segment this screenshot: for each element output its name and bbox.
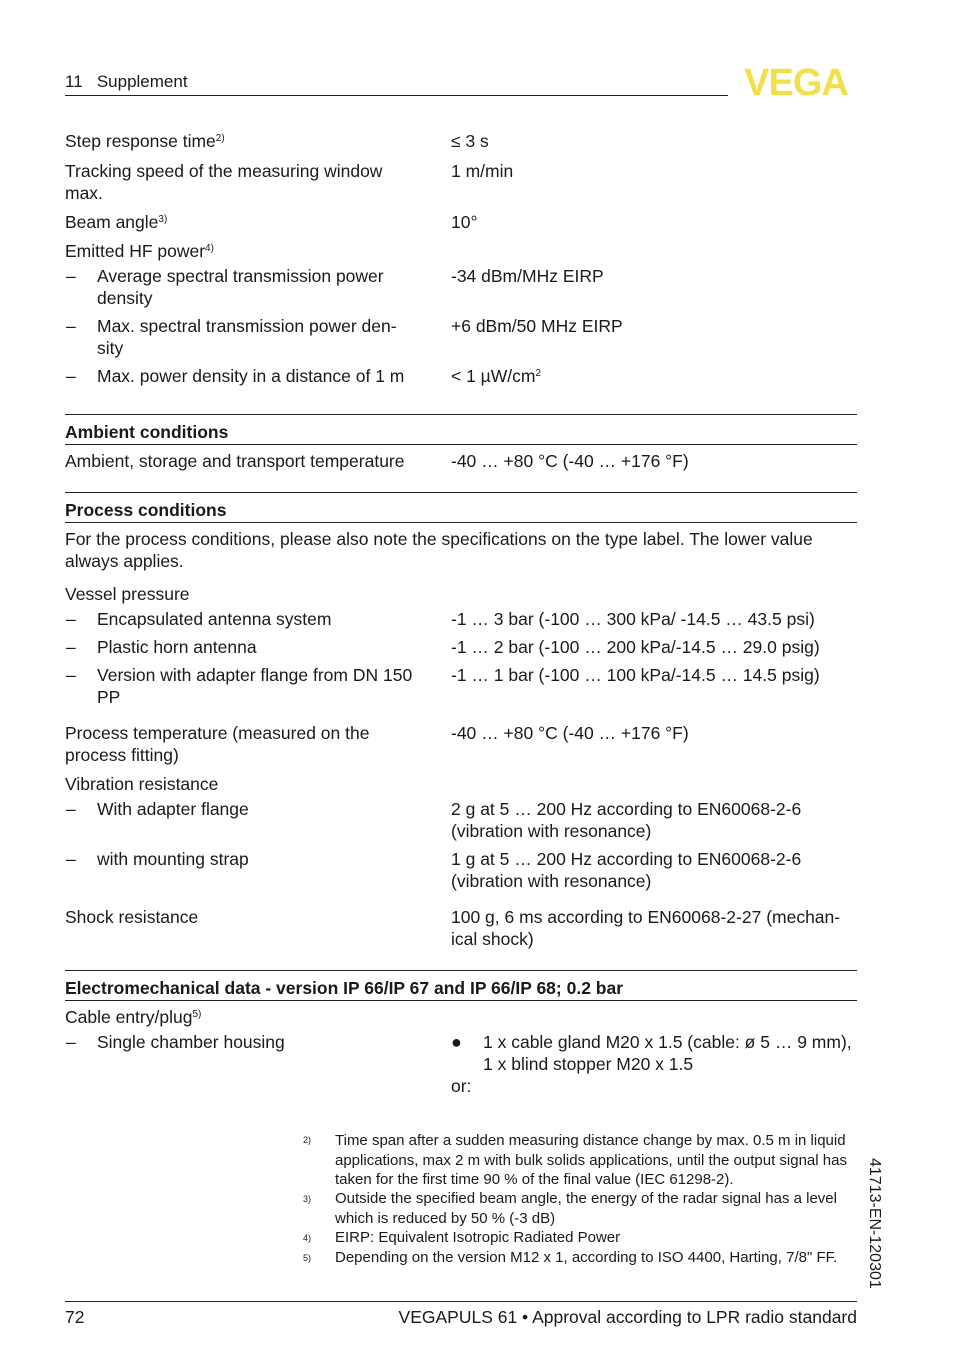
step-response-label: Step response time$^{2)}$ <box>65 131 225 151</box>
footnote-text: Depending on the version M12 x 1, according to ISO 4400, Harting, 7/8" FF. <box>335 1249 838 1266</box>
beam-angle-value: 10° <box>451 212 478 232</box>
vibration-label: Vibration resistance <box>65 774 219 794</box>
dash-marker: – <box>66 1032 76 1052</box>
process-temp-label: Process temperature (measured on the process fitting) <box>65 723 370 765</box>
tracking-speed-value: 1 m/min <box>451 161 514 181</box>
adapter-flange-value: -1 … 1 bar (-100 … 100 kPa/-14.5 … 14.5 psig) <box>451 665 820 685</box>
section-rule <box>65 414 857 415</box>
footer-title: VEGAPULS 61 • Approval according to LPR radio standard <box>398 1307 857 1327</box>
electro-heading: Electromechanical data - version IP 66/IP 67 and IP 66/IP 68; 0.2 bar <box>65 978 624 998</box>
section-rule <box>65 1000 857 1001</box>
dash-marker: – <box>66 609 76 629</box>
dash-marker: – <box>66 665 76 685</box>
plastic-horn-label: Plastic horn antenna <box>97 637 257 657</box>
process-note: For the process conditions, please also note the specifications on the type label. The lower value always applies. <box>65 529 813 571</box>
shock-label: Shock resistance <box>65 907 199 927</box>
max-spectral-value: +6 dBm/50 MHz EIRP <box>451 316 623 336</box>
plastic-horn-value: -1 … 2 bar (-100 … 200 kPa/-14.5 … 29.0 psig) <box>451 637 820 657</box>
footer-rule <box>65 1301 857 1302</box>
dash-marker: – <box>66 266 76 286</box>
max-power-density-value: < 1 $\mu W/cm^2$ <box>451 366 542 386</box>
section-rule <box>65 522 857 523</box>
section-rule <box>65 492 857 493</box>
running-header <box>65 71 188 93</box>
process-temp-value: -40 … +80 °C (-40 … +176 °F) <box>451 723 689 743</box>
footnote-number: 3) <box>303 1194 312 1204</box>
vega-logo <box>734 64 858 98</box>
process-heading: Process conditions <box>65 500 227 520</box>
dash-marker: – <box>66 637 76 657</box>
beam-angle-label: Beam angle$^{3)}$ <box>65 212 168 232</box>
section-rule <box>65 444 857 445</box>
ambient-temp-label: Ambient, storage and transport temperature <box>65 451 405 471</box>
with-adapter-value: 2 g at 5 … 200 Hz according to EN60068-2-6 (vibration with resonance) <box>451 799 802 841</box>
step-response-value: ≤ 3 s <box>451 131 489 151</box>
max-spectral-label: Max. spectral transmission power den-sity <box>97 316 397 358</box>
with-strap-label: with mounting strap <box>97 849 249 869</box>
or-text: or: <box>451 1076 472 1096</box>
tracking-speed-label: Tracking speed of the measuring window max. <box>65 161 383 203</box>
dash-marker: – <box>66 849 76 869</box>
section-rule <box>65 970 857 971</box>
ambient-temp-value: -40 … +80 °C (-40 … +176 °F) <box>451 451 689 471</box>
footnote-text: EIRP: Equivalent Isotropic Radiated Power <box>335 1229 621 1246</box>
section-title: Supplement <box>96 72 188 91</box>
vessel-pressure-label: Vessel pressure <box>65 584 190 604</box>
emitted-hf-label: Emitted HF power$^{4)}$ <box>65 241 214 261</box>
shock-value: 100 g, 6 ms according to EN60068-2-27 (mechan-ical shock) <box>451 907 841 949</box>
document-code: 41713-EN-120301 <box>866 1158 883 1289</box>
encapsulated-label: Encapsulated antenna system <box>97 609 332 629</box>
dash-marker: – <box>66 316 76 336</box>
footnote-number: 5) <box>303 1253 312 1263</box>
cable-gland-value: 1 x cable gland M20 x 1.5 (cable: ø 5 … 9 mm), 1 x blind stopper M20 x 1.5 <box>483 1032 852 1074</box>
footnote-number: 4) <box>303 1233 312 1243</box>
max-power-density-label: Max. power density in a distance of 1 m <box>97 366 405 386</box>
cable-entry-label: Cable entry/plug$^{5)}$ <box>65 1007 202 1027</box>
encapsulated-value: -1 … 3 bar (-100 … 300 kPa/ -14.5 … 43.5 psi) <box>451 609 815 629</box>
single-chamber-label: Single chamber housing <box>97 1032 285 1052</box>
with-strap-value: 1 g at 5 … 200 Hz according to EN60068-2-6 (vibration with resonance) <box>451 849 802 891</box>
avg-spectral-label: Average spectral transmission power density <box>97 266 384 308</box>
avg-spectral-value: -34 dBm/MHz EIRP <box>451 266 604 286</box>
bullet-icon: ● <box>451 1032 462 1052</box>
page-number: 72 <box>65 1307 85 1327</box>
header-rule <box>65 95 728 96</box>
footnote-number: 2) <box>303 1135 312 1145</box>
section-number: 11 <box>65 72 83 91</box>
dash-marker: – <box>66 799 76 819</box>
with-adapter-label: With adapter flange <box>97 799 249 819</box>
logo-text: VEGA <box>744 64 848 98</box>
footnote-text: Outside the specified beam angle, the energy of the radar signal has a level which is reduced by 50 % (-3 dB) <box>335 1190 837 1227</box>
adapter-flange-label: Version with adapter flange from DN 150 PP <box>97 665 413 707</box>
footnote-text: Time span after a sudden measuring distance change by max. 0.5 m in liquid applications, max 2 m with bulk solids applications, until the output signal has taken for the first time 90 % of the final value (IEC 61298-2). <box>335 1132 847 1188</box>
ambient-heading: Ambient conditions <box>65 422 229 442</box>
dash-marker: – <box>66 366 76 386</box>
